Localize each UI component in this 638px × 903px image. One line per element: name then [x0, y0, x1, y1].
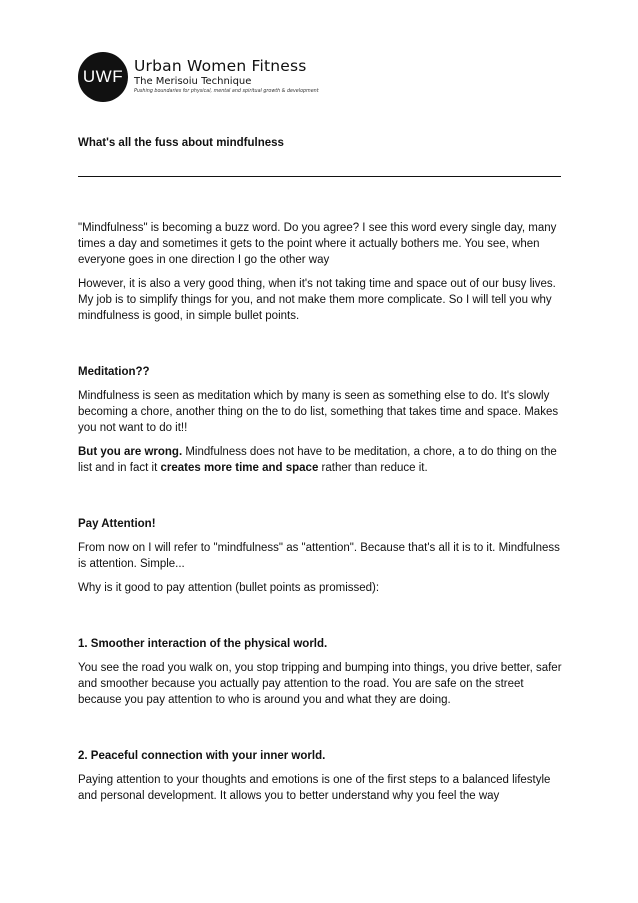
point-2-heading: 2. Peaceful connection with your inner world. — [78, 750, 326, 762]
meditation-paragraph-2 — [78, 444, 568, 476]
meditation-bold-lead: But you are wrong. — [78, 446, 183, 458]
point-1-heading: 1. Smoother interaction of the physical world. — [78, 638, 328, 650]
logo-subtitle: The Merisoiu Technique — [134, 75, 252, 87]
meditation-text-end: rather than reduce it. — [318, 462, 428, 474]
point-2-paragraph: Paying attention to your thoughts and emotions is one of the first steps to a balanced lifestyle and personal development. It allows you to better understand why you feel the way — [78, 774, 551, 802]
document-title: What's all the fuss about mindfulness — [78, 137, 284, 149]
meditation-bold-mid: creates more time and space — [160, 462, 319, 474]
meditation-paragraph-1: Mindfulness is seen as meditation which by many is seen as something else to do. It's slowly becoming a chore, another thing on the to do list, something that takes time and space. Makes you not want to do it!! — [78, 390, 559, 434]
intro-paragraph-2: However, it is also a very good thing, when it's not taking time and space out of our busy lives. My job is to simplify things for you, and not make them more complicate. So I will tell you why mindfulness is good, in simple bullet points. — [78, 278, 556, 322]
logo-text — [134, 59, 319, 94]
brand-logo — [78, 52, 319, 102]
logo-name: Urban Women Fitness — [134, 57, 307, 76]
document-body — [78, 220, 568, 804]
attention-paragraph-2: Why is it good to pay attention (bullet points as promissed): — [78, 582, 380, 594]
meditation-heading: Meditation?? — [78, 366, 150, 378]
logo-badge — [78, 52, 128, 102]
logo-initials: UWF — [82, 67, 124, 86]
intro-paragraph-1: "Mindfulness" is becoming a buzz word. Do you agree? I see this word every single day, many times a day and sometimes it gets to the point where it actually bothers me. You see, when everyone goes in one direction I go the other way — [78, 222, 557, 266]
point-1-paragraph: You see the road you walk on, you stop tripping and bumping into things, you drive better, safer and smoother because you actually pay attention to the road. You are safe on the street because you pay attention to who is around you and what they are doing. — [78, 662, 562, 706]
attention-heading: Pay Attention! — [78, 518, 156, 530]
logo-tagline: Pushing boundaries for physical, mental and spiritual growth & development — [134, 88, 319, 94]
attention-paragraph-1: From now on I will refer to "mindfulness" as "attention". Because that's all it is to it. Mindfulness is attention. Simple... — [78, 542, 560, 570]
title-divider — [78, 176, 561, 177]
meditation-text-mid: Mindfulness does not have to be meditation, a chore, a to do thing on the list and in fact it — [78, 446, 557, 474]
